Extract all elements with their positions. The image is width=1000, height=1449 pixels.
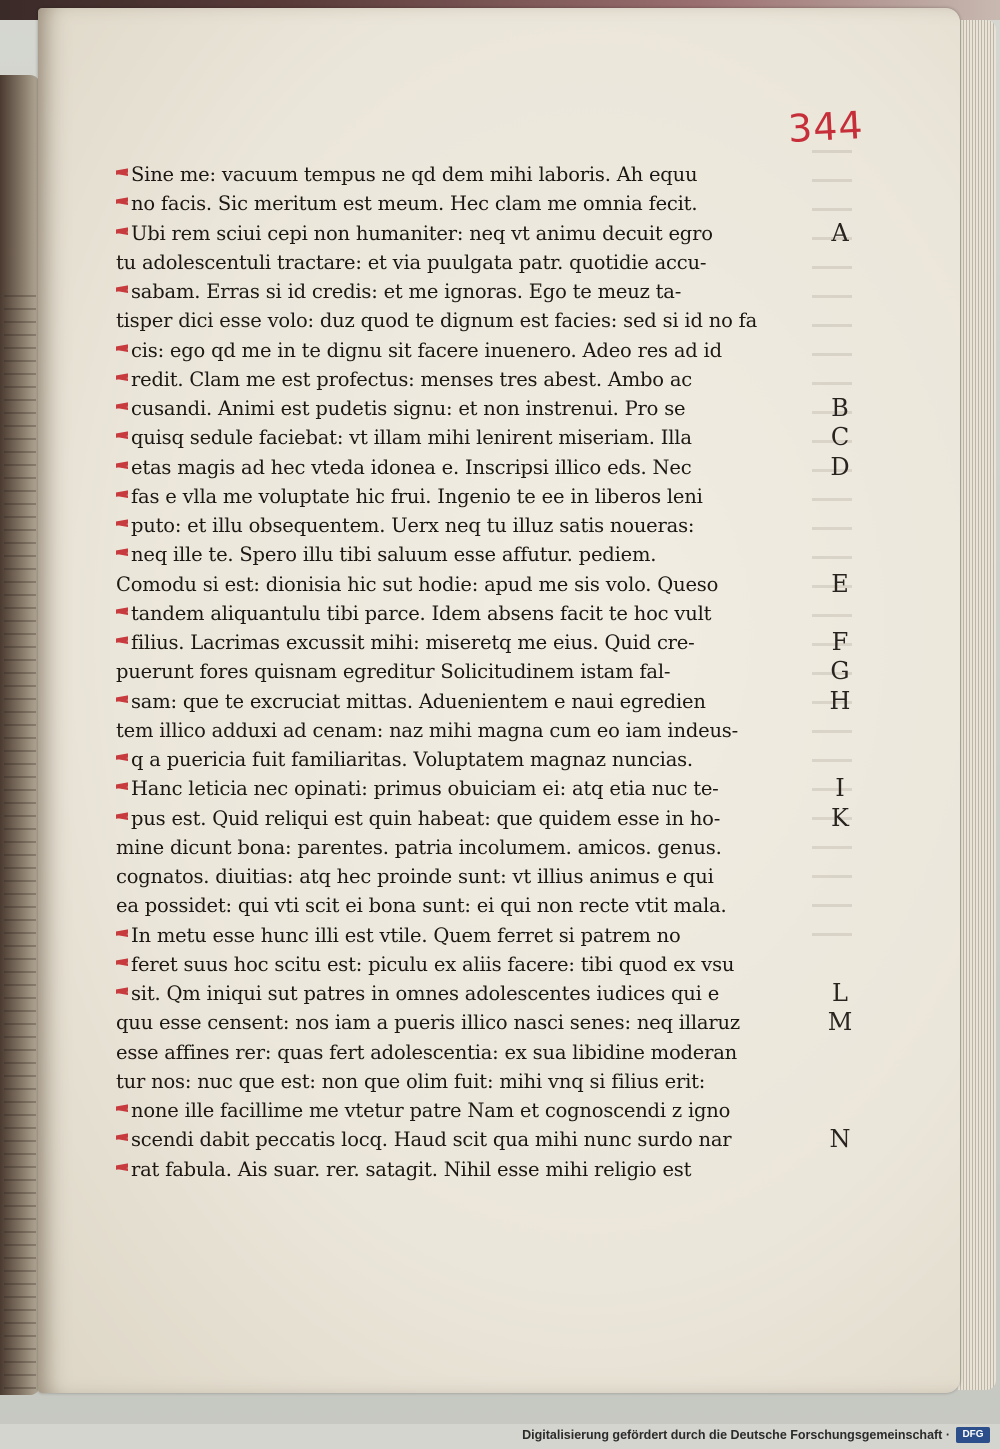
margin-letter: H — [829, 686, 851, 715]
previous-page-edge — [0, 75, 40, 1395]
rubrication-mark — [116, 807, 128, 829]
text-line — [116, 687, 806, 716]
text-line — [116, 657, 806, 686]
text-line-content: no facis. Sic meritum est meum. Hec clam me omnia fecit. — [131, 192, 698, 216]
text-line-content: sam: que te excruciat mittas. Aduenientem e naui egredien — [131, 689, 706, 713]
text-line — [116, 774, 806, 803]
text-line — [116, 306, 806, 335]
text-line-content: q a puericia fuit familiaritas. Voluptatem magnaz nuncias. — [131, 748, 693, 771]
rubrication-mark — [116, 982, 128, 1004]
page-edges — [958, 20, 996, 1390]
text-line — [116, 160, 806, 189]
margin-letter: I — [835, 774, 845, 803]
text-line — [116, 570, 806, 599]
text-line — [116, 219, 806, 248]
text-line-content: puto: et illu obsequentem. Uerx neq tu illuz satis noueras: — [131, 514, 695, 537]
text-line — [116, 891, 806, 920]
text-line — [116, 277, 806, 306]
margin-letter: A — [831, 218, 849, 247]
rubrication-mark — [116, 631, 128, 653]
text-line — [116, 423, 806, 452]
text-line — [116, 921, 806, 950]
dfg-logo: DFG — [956, 1427, 990, 1443]
text-line-content: tur nos: nuc que est: non que olim fuit: mihi vnq si filius erit: — [116, 1069, 706, 1093]
text-line-content: tisper dici esse volo: duz quod te dignum est facies: sed si id no fa — [116, 309, 758, 333]
rubrication-mark — [116, 924, 128, 946]
text-line-content: fas e vlla me voluptate hic frui. Ingenio te ee in liberos leni — [131, 484, 703, 508]
rubrication-mark — [116, 397, 128, 419]
text-line — [116, 950, 806, 979]
text-line — [116, 979, 806, 1008]
rubrication-mark — [116, 690, 128, 712]
text-line-content: feret suus hoc scitu est: piculu ex aliis facere: tibi quod ex vsu — [131, 952, 735, 976]
text-line-content: ea possidet: qui vti scit ei bona sunt: ei qui non recte vtit mala. — [116, 894, 727, 918]
text-line-content: cusandi. Animi est pudetis signu: et non instrenui. Pro se — [131, 397, 686, 420]
rubrication-mark — [116, 1158, 128, 1180]
text-line-content: tem illico adduxi ad cenam: naz mihi magna cum eo iam indeus- — [116, 718, 738, 742]
margin-letter: L — [832, 979, 848, 1007]
margin-letter: M — [827, 1008, 853, 1037]
rubrication-mark — [116, 1128, 128, 1150]
text-line-content: cognatos. diuitias: atq hec proinde sunt: vt illius animus e qui — [116, 865, 714, 888]
text-line-content: mine dicunt bona: parentes. patria incolumem. amicos. genus. — [116, 835, 722, 859]
rubrication-mark — [116, 777, 128, 799]
previous-page-text-shadow — [4, 295, 36, 1395]
text-line-content: tu adolescentuli tractare: et via puulgata patr. quotidie accu- — [116, 250, 707, 274]
rubrication-mark — [116, 953, 128, 975]
text-line-content: Hanc leticia nec opinati: primus obuiciam ei: atq etia nuc te- — [131, 777, 719, 801]
text-line — [116, 336, 806, 365]
rubrication-mark — [116, 748, 128, 770]
rubrication-mark — [116, 339, 128, 361]
text-block — [116, 160, 806, 1184]
text-line-content: quu esse censent: nos iam a pueris illico nasci senes: neq illaruz — [116, 1011, 740, 1035]
text-line-content: scendi dabit peccatis locq. Haud scit qua mihi nunc surdo nar — [131, 1128, 732, 1152]
rubrication-mark — [116, 514, 128, 536]
text-line — [116, 1038, 806, 1067]
text-line-content: pus est. Quid reliqui est quin habeat: que quidem esse in ho- — [131, 806, 721, 830]
margin-letter: C — [830, 423, 850, 452]
text-line-content: Comodu si est: dionisia hic sut hodie: apud me sis volo. Queso — [116, 572, 719, 596]
rubrication-mark — [116, 543, 128, 565]
text-line-content: none ille facillime me vtetur patre Nam et cognoscendi z igno — [131, 1099, 731, 1122]
text-line-content: puerunt fores quisnam egreditur Solicitudinem istam fal- — [116, 660, 671, 684]
margin-letter: E — [831, 569, 849, 598]
margin-letter: G — [830, 657, 850, 686]
margin-letter: N — [829, 1125, 851, 1154]
margin-letter: B — [831, 394, 849, 422]
text-line — [116, 1125, 806, 1154]
text-line-content: tandem aliquantulu tibi parce. Idem absens facit te hoc vult — [131, 601, 712, 625]
text-line-content: etas magis ad hec vteda idonea e. Inscripsi illico eds. Nec — [131, 455, 692, 479]
text-line-content: esse affines rer: quas fert adolescentia: ex sua libidine moderan — [116, 1040, 738, 1064]
text-line — [116, 248, 806, 277]
text-line — [116, 482, 806, 511]
text-line — [116, 599, 806, 628]
rubrication-mark — [116, 163, 128, 185]
margin-letter: K — [831, 803, 849, 832]
digitization-credit: Digitalisierung gefördert durch die Deutsche Forschungsgemeinschaft · — [522, 1428, 950, 1442]
text-line — [116, 716, 806, 745]
text-line — [116, 1096, 806, 1125]
text-line — [116, 1155, 806, 1184]
text-line-content: sabam. Erras si id credis: et me ignoras. Ego te meuz ta- — [131, 280, 682, 303]
rubrication-mark — [116, 456, 128, 478]
rubrication-mark — [116, 222, 128, 244]
rubrication-mark — [116, 368, 128, 390]
margin-letter: F — [831, 628, 849, 656]
text-line — [116, 1067, 806, 1096]
text-line — [116, 394, 806, 423]
folio-number: 344 — [786, 103, 865, 151]
rubrication-mark — [116, 426, 128, 448]
rubrication-mark — [116, 192, 128, 214]
rubrication-mark — [116, 280, 128, 302]
text-line-content: redit. Clam me est profectus: menses tres abest. Ambo ac — [131, 367, 692, 391]
text-line-content: Sine me: vacuum tempus ne qd dem mihi laboris. Ah equu — [131, 163, 698, 186]
text-line-content: In metu esse hunc illi est vtile. Quem ferret si patrem no — [131, 923, 681, 947]
text-line — [116, 804, 806, 833]
rubrication-mark — [116, 1099, 128, 1121]
text-line-content: neq ille te. Spero illu tibi saluum esse affutur. pediem. — [131, 543, 657, 567]
text-line — [116, 189, 806, 218]
text-line — [116, 365, 806, 394]
rubrication-mark — [116, 485, 128, 507]
text-line — [116, 453, 806, 482]
text-line-content: sit. Qm iniqui sut patres in omnes adolescentes iudices qui e — [131, 982, 720, 1005]
text-line — [116, 833, 806, 862]
text-line — [116, 511, 806, 540]
text-line-content: filius. Lacrimas excussit mihi: miseretq me eius. Quid cre- — [131, 631, 695, 654]
text-line-content: cis: ego qd me in te dignu sit facere inuenero. Adeo res ad id — [131, 338, 722, 362]
text-line — [116, 862, 806, 891]
text-line-content: Ubi rem sciui cepi non humaniter: neq vt animu decuit egro — [131, 221, 713, 245]
text-line — [116, 628, 806, 657]
rubrication-mark — [116, 602, 128, 624]
text-line — [116, 745, 806, 774]
margin-letter: D — [830, 452, 850, 481]
text-line — [116, 1008, 806, 1037]
text-line — [116, 540, 806, 569]
text-line-content: rat fabula. Ais suar. rer. satagit. Nihil esse mihi religio est — [131, 1157, 692, 1181]
text-line-content: quisq sedule faciebat: vt illam mihi lenirent miseriam. Illa — [131, 426, 692, 450]
